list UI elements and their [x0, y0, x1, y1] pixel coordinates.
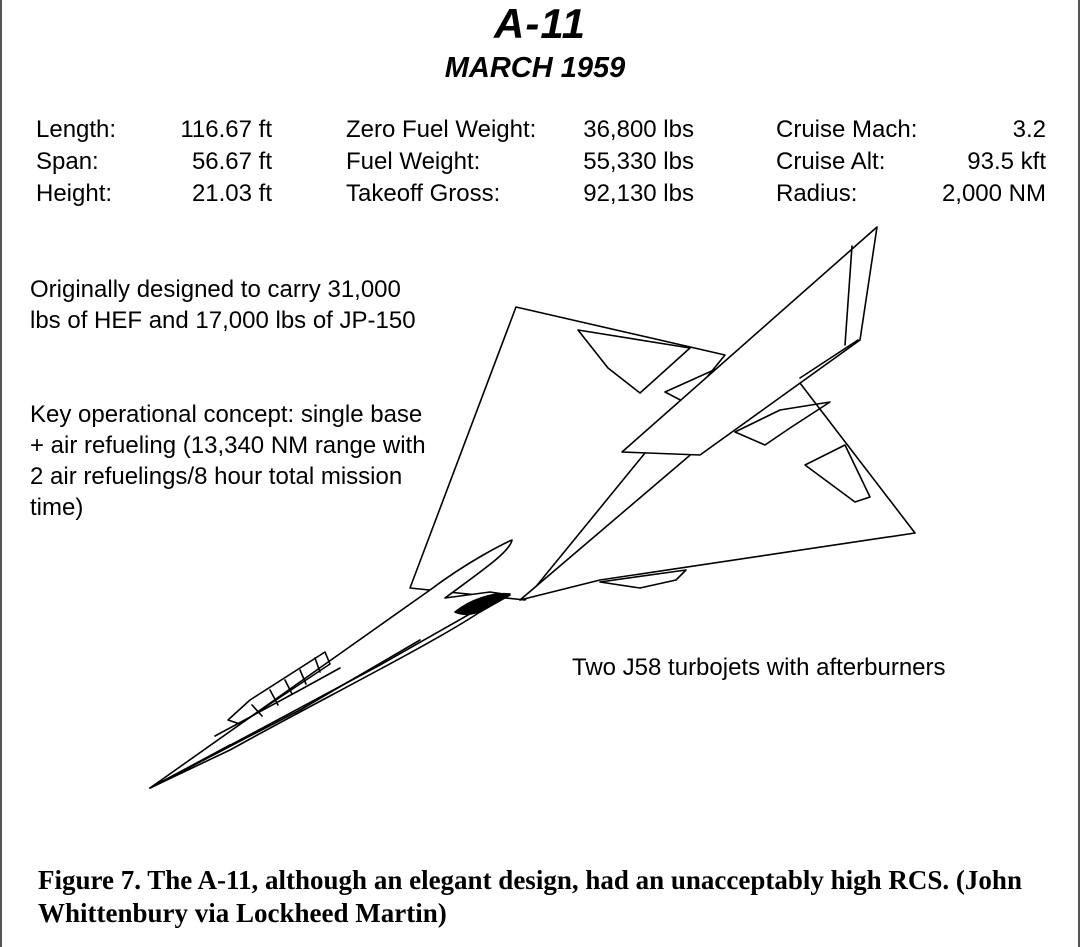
spec-label: Height: [36, 180, 113, 207]
spec-label: Radius: [776, 180, 858, 207]
spec-value: 93.5 kft [967, 148, 1046, 175]
spec-label: Takeoff Gross: [346, 180, 501, 207]
spec-label: Zero Fuel Weight: [346, 116, 537, 143]
spec-value: 92,130 lbs [583, 180, 694, 207]
spec-value: 36,800 lbs [583, 116, 694, 143]
spec-value: 116.67 ft [180, 116, 272, 143]
spec-value: 3.2 [1012, 116, 1046, 143]
design-payload-note: Originally designed to carry 31,000 lbs of HEF and 17,000 lbs of JP-150 [30, 276, 416, 334]
spec-label: Fuel Weight: [346, 148, 481, 175]
nose-shadow [150, 745, 230, 788]
spec-value: 2,000 NM [941, 180, 1046, 207]
spec-label: Length: [36, 116, 117, 143]
figure-title: A-11 [494, 0, 586, 47]
spec-value: 55,330 lbs [583, 148, 694, 175]
canopy-base [215, 668, 340, 736]
spec-label: Cruise Mach: [776, 116, 918, 143]
spec-value: 56.67 ft [191, 148, 272, 175]
fuselage [150, 540, 512, 788]
figure-caption: Figure 7. The A-11, although an elegant design, had an unacceptably high RCS. (John Whittenbury via Lockheed Martin) [38, 865, 1022, 928]
operational-concept-note: Key operational concept: single base + air refueling (13,340 NM range with 2 air refuelings/8 hour total mission time) [30, 401, 426, 521]
spec-label: Cruise Alt: [776, 148, 886, 175]
spec-label: Span: [36, 148, 99, 175]
spec-value: 21.03 ft [191, 180, 272, 207]
engine-note: Two J58 turbojets with afterburners [572, 654, 946, 681]
figure-date: MARCH 1959 [444, 52, 626, 84]
